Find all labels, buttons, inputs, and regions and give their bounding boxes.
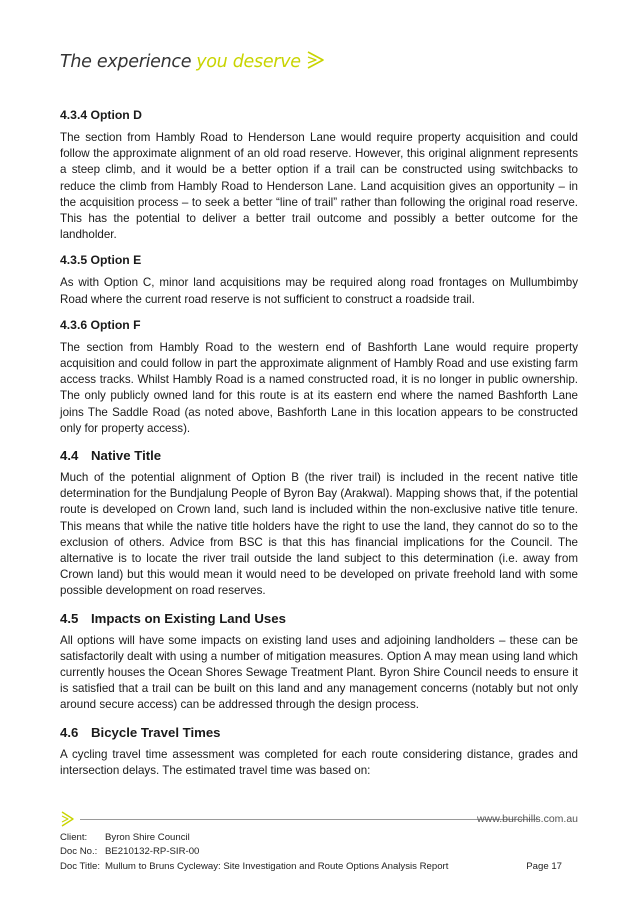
footer-chevron-icon bbox=[60, 810, 76, 833]
footer-divider bbox=[80, 819, 538, 820]
chevron-arrow-icon bbox=[305, 49, 327, 76]
document-body bbox=[60, 108, 578, 789]
client-value: Byron Shire Council bbox=[105, 832, 190, 843]
tagline-accent: you deserve bbox=[196, 52, 301, 72]
company-logo bbox=[60, 48, 327, 76]
subsection-heading: 4.3.5 Option E bbox=[60, 253, 142, 268]
paragraph: As with Option C, minor land acquisitions may be required along road frontages on Mullumbimby Road where the current road reserve is not sufficient to construct a roadside trail. bbox=[60, 276, 578, 306]
tagline bbox=[60, 52, 301, 72]
page-number: Page 17 bbox=[526, 860, 562, 872]
paragraph: All options will have some impacts on existing land uses and adjoining landholders – these can be satisfactorily dealt with using a number of mitigation measures. Option A may mean using land which currently houses the Ocean Shores Sewage Treatment Plant. Byron Shire Council needs to ensure it is satisfied that a trail can be built on this land and any management concerns (notably but not only around secure access) can be addressed through the design process. bbox=[60, 633, 578, 712]
doc-number-value: BE210132-RP-SIR-00 bbox=[105, 846, 200, 858]
doc-title-row bbox=[60, 860, 578, 874]
section-title: Bicycle Travel Times bbox=[91, 724, 221, 740]
tagline-main: The experience bbox=[60, 52, 192, 72]
section-heading bbox=[60, 724, 578, 741]
client-row bbox=[60, 831, 578, 845]
paragraph: Much of the potential alignment of Option B (the river trail) is included in the recent native title determination for the Bundjalung People of Byron Bay (Arakwal). Mapping shows that, if the potential route is developed on Crown land, such land is included within the non-exclusive native title tenure. This means that while the native title holders have the right to use the land, they cannot do so to the exclusion of others. Advice from BSC is that this has financial implications for the Council. The alternative is to locate the river trail outside the land subject to this determination (i.e. away from Crown land) but this would mean it would need to be developed on private freehold land with some possible development on road reserves. bbox=[60, 471, 578, 598]
section-heading bbox=[60, 610, 578, 627]
section-title: Native Title bbox=[91, 448, 162, 464]
section-title: Impacts on Existing Land Uses bbox=[91, 610, 286, 626]
section-heading bbox=[60, 447, 578, 464]
section-4-3-6 bbox=[60, 318, 578, 437]
paragraph: The section from Hambly Road to the western end of Bashforth Lane would require property acquisition and could follow in part the approximate alignment of Hambly Road and use existing farm access tracks. Whilst Hambly Road is a named constructed road, it is no longer in public ownership. The only publicly owned land for this route is at its eastern end where the named Bashforth Lane joins The Saddle Road (as noted above, Bashforth Lane in this location appears to be constructed only for property access). bbox=[60, 340, 578, 435]
paragraph: The section from Hambly Road to Henderson Lane would require property acquisition and could follow the approximate alignment of an old road reserve. However, this original alignment represents a steep climb, and it would be a better option if a trail can be constructed using switchbacks to reduce the climb from Hambly Road to Henderson Lane. Land acquisition gives an opportunity – in the acquisition process – to seek a better “line of trail” rather than following the original road reserve. This has the potential to deliver a better trail outcome and possibly a better outcome for the landholder. bbox=[60, 131, 578, 242]
paragraph: A cycling travel time assessment was completed for each route considering distance, grades and intersection delays. The estimated travel time was based on: bbox=[60, 747, 578, 777]
document-metadata bbox=[60, 831, 578, 874]
section-4-4 bbox=[60, 447, 578, 600]
subsection-heading: 4.3.6 Option F bbox=[60, 317, 141, 332]
website-url: www.burchills.com.au bbox=[477, 813, 578, 825]
doc-number-label: Doc No.: bbox=[60, 846, 98, 858]
section-4-5 bbox=[60, 610, 578, 714]
subsection-heading: 4.3.4 Option D bbox=[60, 108, 142, 122]
section-number: 4.6 bbox=[60, 724, 79, 740]
doc-title-value: Mullum to Bruns Cycleway: Site Investigation and Route Options Analysis Report bbox=[105, 860, 449, 872]
section-number: 4.5 bbox=[60, 610, 79, 626]
client-label: Client: bbox=[60, 832, 88, 843]
section-4-3-5 bbox=[60, 253, 578, 307]
doc-title-label: Doc Title: bbox=[60, 860, 100, 872]
section-4-6 bbox=[60, 724, 578, 779]
section-4-3-4 bbox=[60, 108, 578, 243]
doc-number-row bbox=[60, 845, 578, 859]
section-number: 4.4 bbox=[60, 448, 79, 464]
